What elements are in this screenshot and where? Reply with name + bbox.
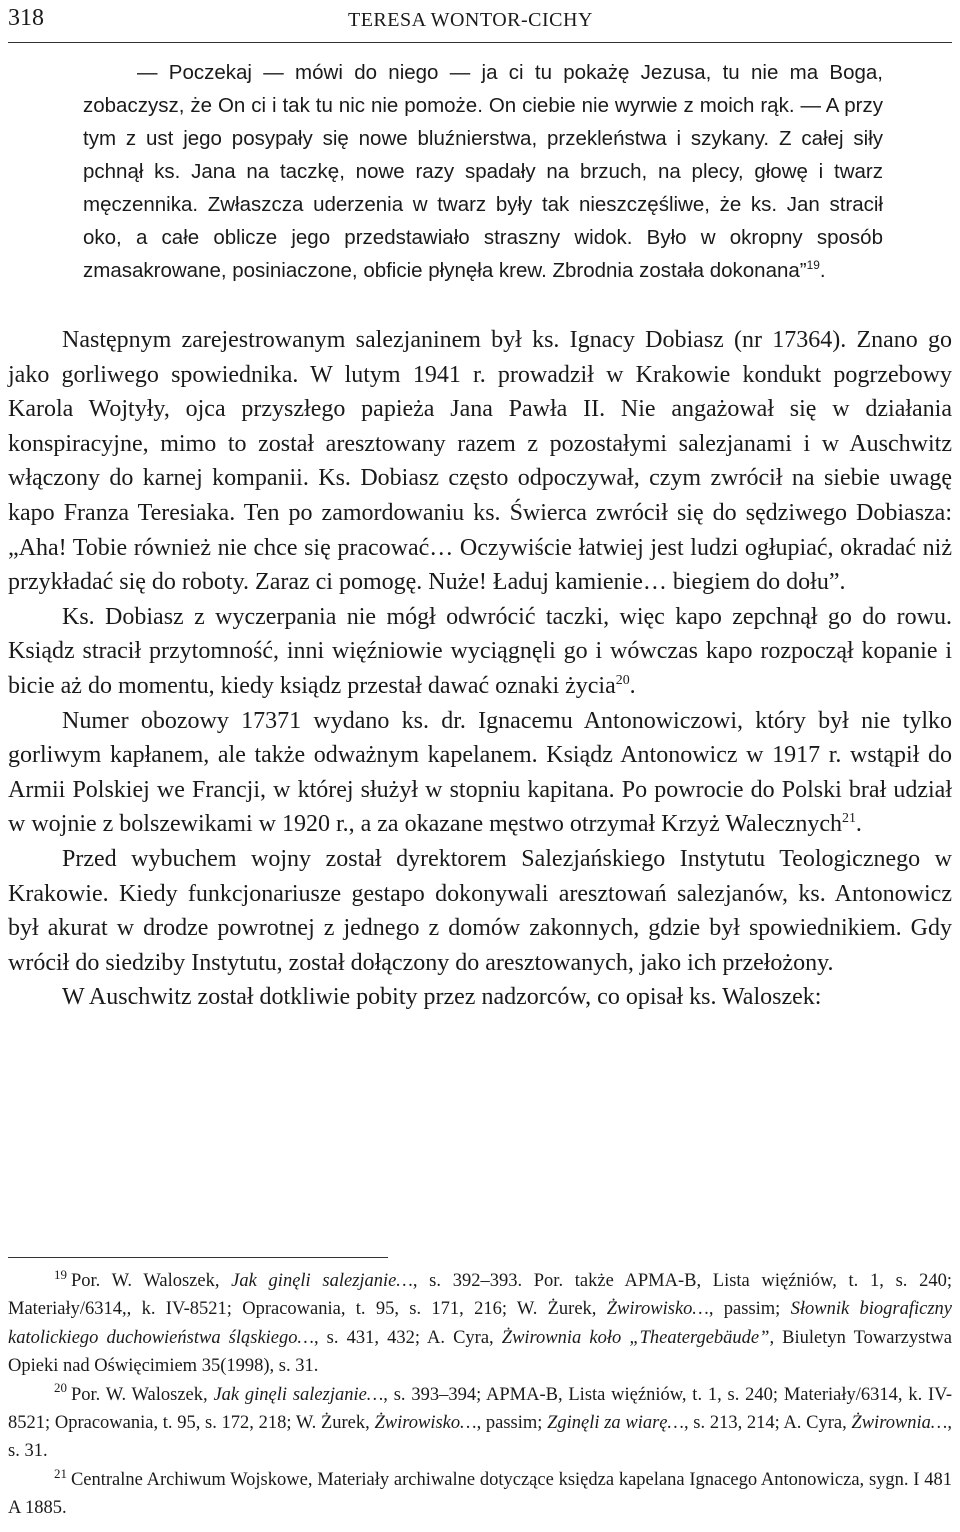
footnote-segment-italic: Zginęli za wiarę… bbox=[547, 1413, 684, 1434]
footnote-segment: Por. W. Waloszek, bbox=[70, 1271, 232, 1291]
footnote-20 bbox=[8, 1381, 952, 1466]
paragraph-text: Ks. Dobiasz z wyczerpania nie mógł odwrócić taczki, więc kapo zepchnął go do rowu. Ksiądz stracił przytomność, inni więźniowie wyciągnęli go i wówczas kapo rozpoczął kopanie i bicie aż do momentu, kiedy ksiądz przestał dawać oznaki życia bbox=[8, 603, 952, 699]
footnote-segment: , Biuletyn Towarzystwa Opieki nad Oświęcimiem 35(1998), s. 31. bbox=[8, 1327, 952, 1377]
footnote-number: 19 bbox=[54, 1266, 67, 1282]
footnote-segment-italic: Żwirowisko… bbox=[374, 1413, 477, 1434]
running-head bbox=[8, 4, 952, 43]
footnote-segment: , passim; bbox=[708, 1299, 791, 1320]
footnote-number: 21 bbox=[54, 1465, 67, 1481]
footnote-segment: , s. 213, 214; A. Cyra, bbox=[683, 1413, 852, 1434]
footnote-segment: , s. 393–394; APMA-B, Lista więźniów, t. 1, s. 240; Materiały/6314, k. IV-8521; Opracowania, t. 95, s. 172, 218; W. Żurek, bbox=[8, 1384, 952, 1434]
footnote-segment-italic: Jak ginęli salezjanie… bbox=[231, 1271, 413, 1291]
paragraph bbox=[8, 980, 952, 1015]
block-quote bbox=[83, 56, 883, 287]
quote-text: — Poczekaj — mówi do niego — ja ci tu pokażę Jezusa, tu nie ma Boga, zobaczysz, że On ci i tak tu nic nie pomoże. On ciebie nie wyrwie z moich rąk. — A przy tym z ust jego posypały się nowe bluźnierstwa, przekleństwa i szykany. Z całej siły pchnął ks. Jana na taczkę, nowe razy spadały na brzuch, na plecy, głowę i twarz męczennika. Zwłaszcza uderzenia w twarz były tak nieszczęśliwe, że ks. Jan stracił oko, a całe oblicze jego przedstawiało straszny widok. Było w okropny sposób zmasakrowane, posiniaczone, obficie płynęła krew. Zbrodnia została dokonana” bbox=[83, 61, 883, 282]
paragraph-text: Przed wybuchem wojny został dyrektorem Salezjańskiego Instytutu Teologicznego w Krakowie. Kiedy funkcjonariusze gestapo dokonywali aresztowań salezjanów, ks. Antonowicz był akurat w drodze powrotnej z jednego z domów zakonnych, gdzie był spowiednikiem. Gdy wrócił do siedziby Instytutu, został dołączony do aresztowanych, jako ich przełożony. bbox=[8, 845, 952, 976]
paragraph-text: W Auschwitz został dotkliwie pobity przez nadzorców, co opisał ks. Waloszek: bbox=[62, 984, 822, 1011]
paragraph bbox=[8, 600, 952, 704]
footnote-segment: , s. 431, 432; A. Cyra, bbox=[313, 1327, 502, 1348]
paragraph-end: . bbox=[629, 672, 636, 699]
quote-end: . bbox=[819, 259, 826, 282]
footnote-segment-italic: Żwirownia koło „Theatergebäude” bbox=[501, 1327, 770, 1348]
footnote-ref: 19 bbox=[806, 258, 820, 273]
paragraph-end: . bbox=[855, 811, 862, 838]
paragraph bbox=[8, 842, 952, 980]
paragraph bbox=[8, 323, 952, 600]
paragraph-text: Numer obozowy 17371 wydano ks. dr. Ignacemu Antonowiczowi, który był nie tylko gorliwym kapłanem, ale także odważnym kapelanem. Ksiądz Antonowicz w 1917 r. wstąpił do Armii Polskiej we Francji, w której służył w stopniu kapitana. Po powrocie do Polski brał udział w wojnie z bolszewikami w 1920 r., a za okazane męstwo otrzymał Krzyż Walecznych bbox=[8, 707, 952, 838]
footnote-segment-italic: Jak ginęli salezjanie… bbox=[213, 1384, 384, 1405]
footnote-segment: , s. 31. bbox=[8, 1413, 953, 1462]
footnotes bbox=[8, 1267, 952, 1523]
footnote-19 bbox=[8, 1267, 952, 1381]
footnote-segment: , s. 392–393. Por. także APMA-B, Lista więźniów, t. 1, s. 240; Materiały/6314,, k. IV-8521; Opracowania, t. 95, s. 171, 216; W. Żurek, bbox=[8, 1271, 953, 1320]
footnote-segment-italic: Żwirownia… bbox=[851, 1413, 948, 1434]
body-text bbox=[8, 323, 952, 1015]
footnote-segment-italic: Żwirowisko… bbox=[606, 1299, 709, 1320]
footnote-number: 20 bbox=[54, 1380, 67, 1396]
footnote-segment: Por. W. Waloszek, bbox=[70, 1384, 214, 1405]
footnote-ref: 20 bbox=[615, 672, 630, 688]
page-number: 318 bbox=[8, 5, 44, 31]
running-title: TERESA WONTOR-CICHY bbox=[348, 9, 593, 31]
footnote-segment: , passim; bbox=[476, 1413, 548, 1434]
footnote-divider bbox=[8, 1257, 388, 1258]
footnote-segment: Centralne Archiwum Wojskowe, Materiały archiwalne dotyczące księdza kapelana Ignacego Antonowicza, sygn. I 481 A 1885. bbox=[8, 1469, 952, 1519]
footnote-segment-italic: Słownik biograficzny katolickiego duchowieństwa śląskiego… bbox=[8, 1299, 953, 1348]
paragraph-text: Następnym zarejestrowanym salezjaninem był ks. Ignacy Dobiasz (nr 17364). Znano go jako gorliwego spowiednika. W lutym 1941 r. prowadził w Krakowie kondukt pogrzebowy Karola Wojtyły, ojca przyszłego papieża Jana Pawła II. Nie angażował się w działania konspiracyjne, mimo to został aresztowany razem z pozostałymi salezjanami i w Auschwitz włączony do karnej kompanii. Ks. Dobiasz często odpoczywał, czym zwrócił na siebie uwagę kapo Franza Teresiaka. Ten po zamordowaniu ks. Świerca zwrócił się do sędziwego Dobiasza: „Aha! Tobie również nie chce się pracować… Oczywiście łatwiej jest ludzi ogłupiać, okradać niż przykładać się do roboty. Zaraz ci pomogę. Nuże! Ładuj kamienie… biegiem do dołu”. bbox=[8, 327, 952, 596]
footnote-21 bbox=[8, 1466, 952, 1523]
footnote-ref: 21 bbox=[842, 811, 856, 827]
paragraph bbox=[8, 704, 952, 842]
